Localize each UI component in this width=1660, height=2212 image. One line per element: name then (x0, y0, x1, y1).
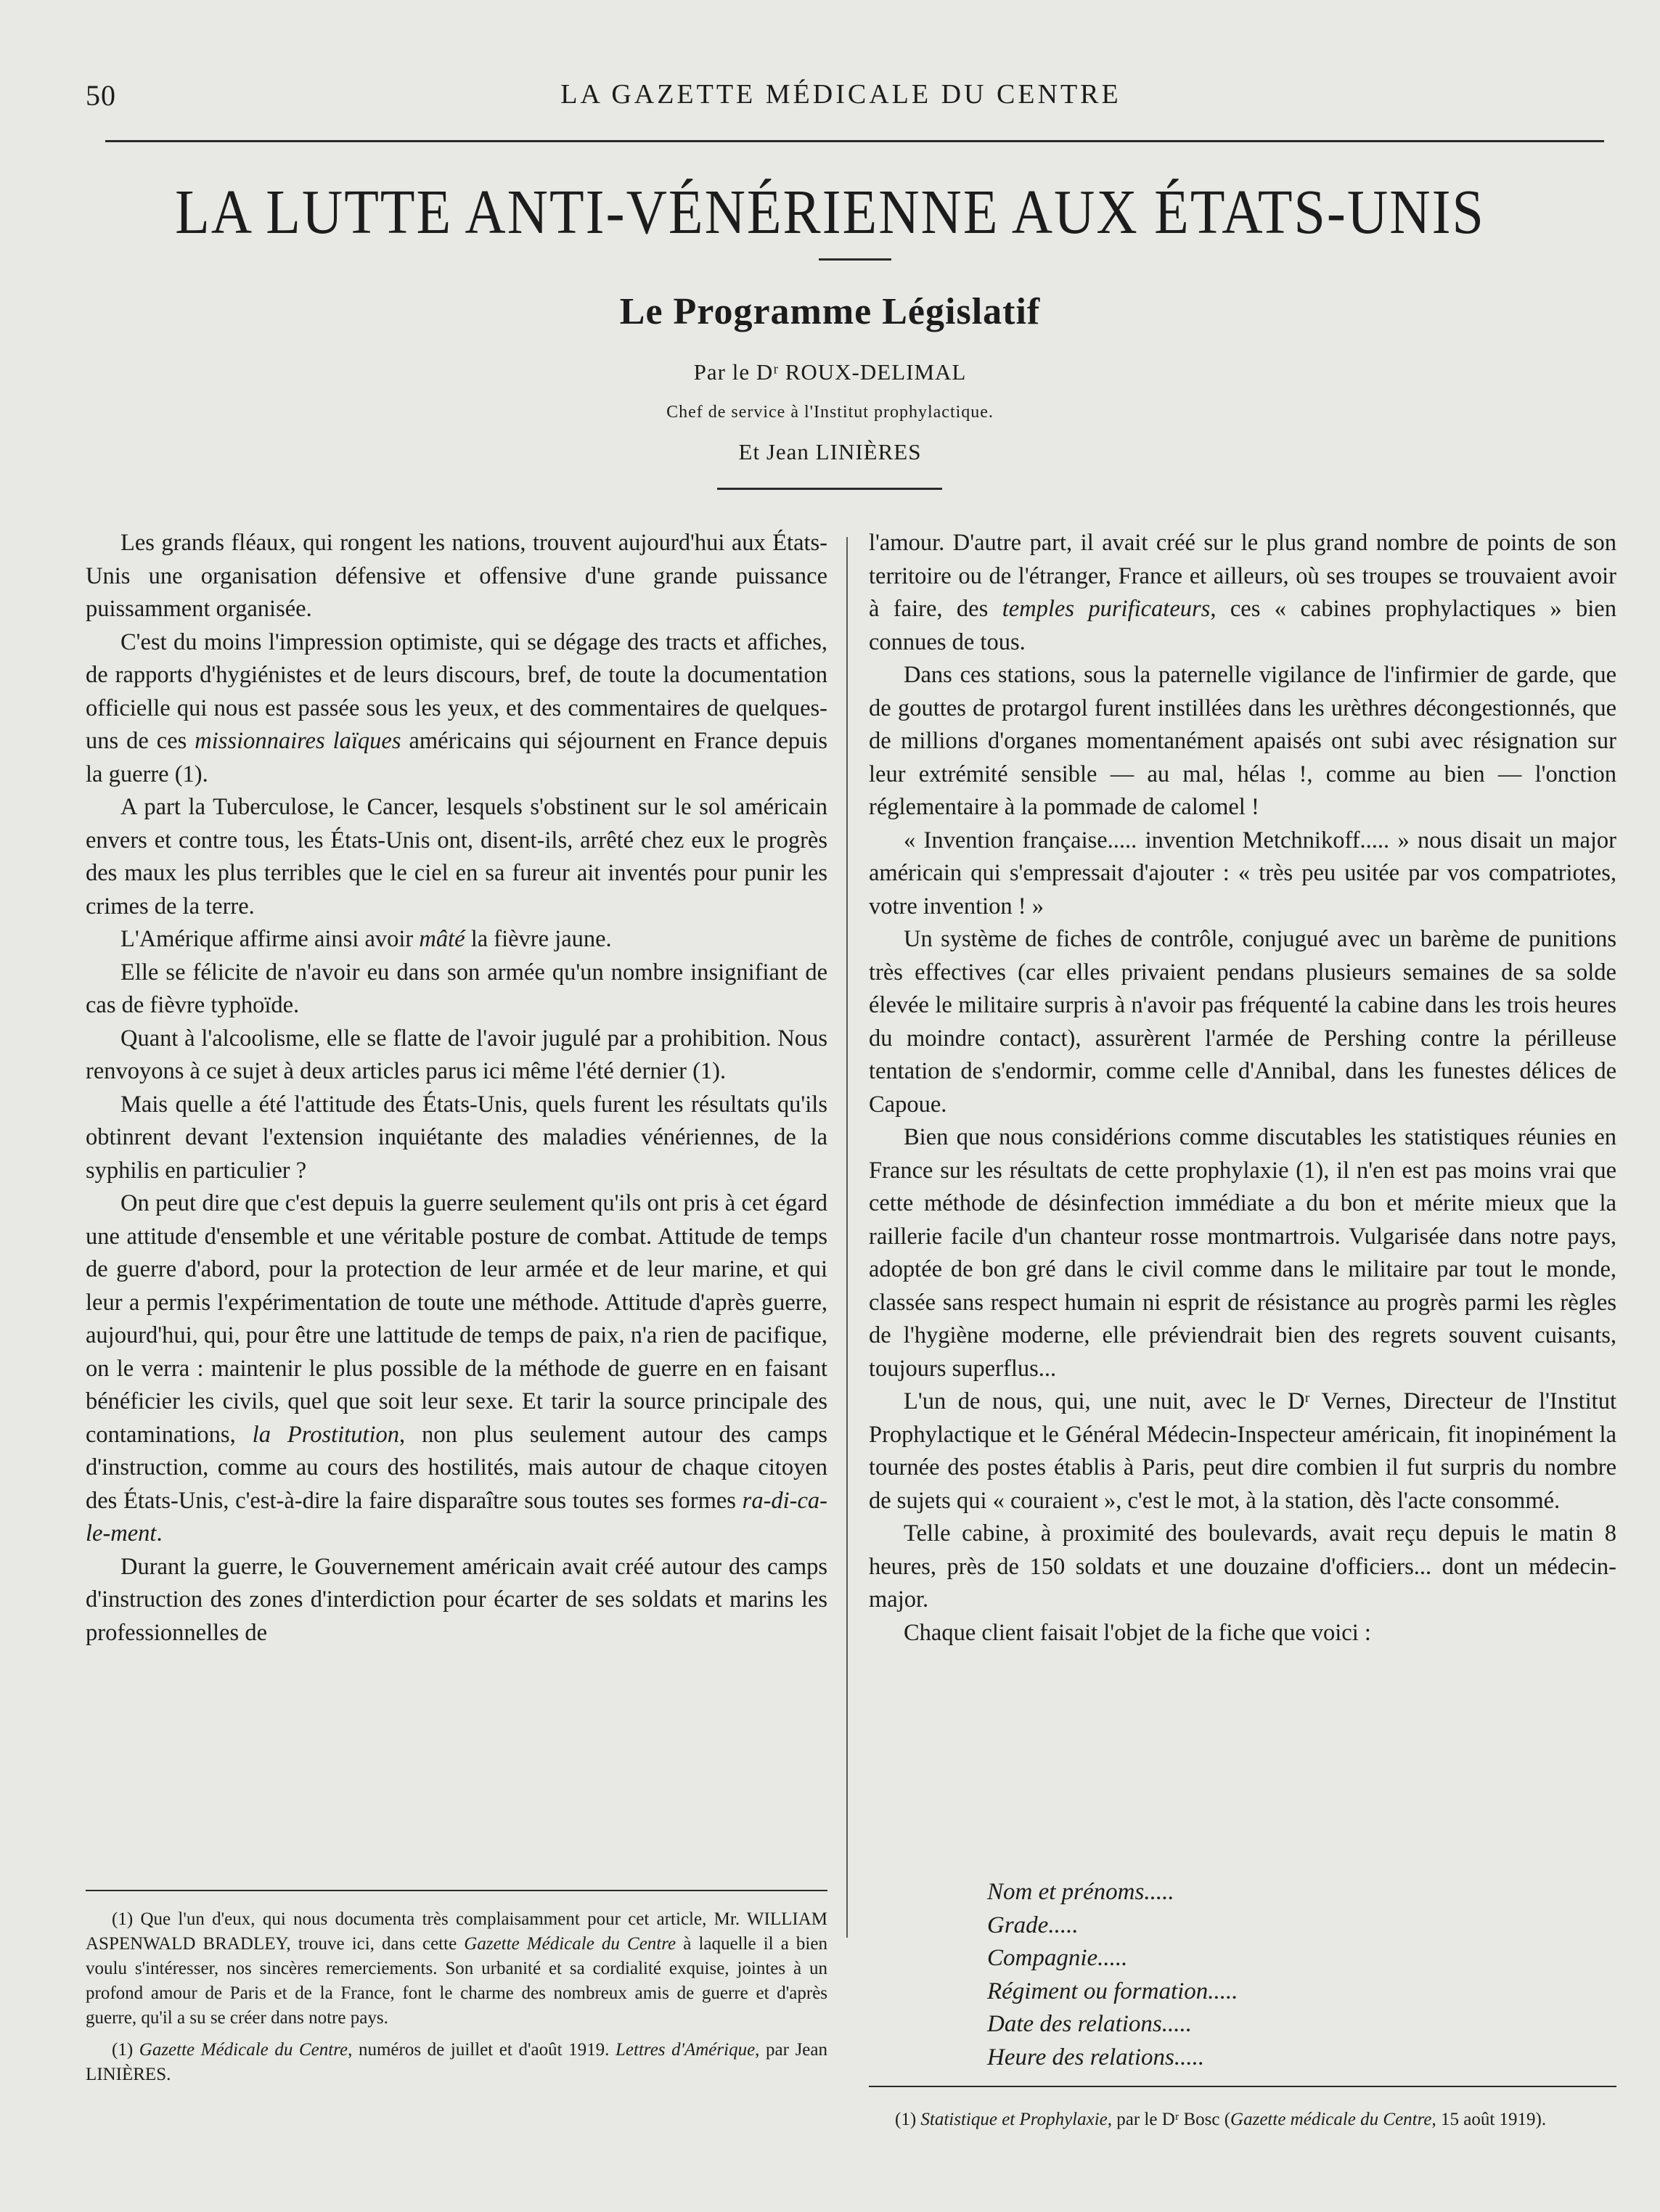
column-separator (846, 537, 848, 1938)
paragraph: C'est du moins l'impression optimiste, qui se dégage des tracts et affiches, de rapports d'hygiénistes et de leurs discours, bref, de toute la documentation officielle qui nous est passée sous les yeux, et des commentaires de quelques-uns de ces missionnaires laïques américains qui séjournent en France depuis la guerre (1). (86, 628, 827, 787)
paragraph: Telle cabine, à proximité des boulevards, avait reçu depuis le matin 8 heures, près de 150 soldats et une douzaine d'officiers... dont un médecin-major. (869, 1520, 1616, 1613)
paragraph: Bien que nous considérions comme discutables les statistiques réunies en France sur les résultats de cette prophylaxie (1), il n'en est pas moins vrai que cette méthode de désinfection immédiate a du bon et mérite mieux que la raillerie facile d'un chanteur rosse montmartrois. Vulgarisée dans notre pays, adoptée de bon gré dans le civil comme dans le militaire par tout le monde, classée sans respect humain ni esprit de résistance au progrès parmi les règles de l'hygiène moderne, elle préviendrait bien des regrets souvent cuisants, toujours superflus... (869, 1124, 1616, 1382)
paragraph: Un système de fiches de contrôle, conjugué avec un barème de punitions très effectives (car elles privaient pendans plusieurs semaines de sa solde élevée le militaire surpris à n'avoir pas fréquenté la cabine dans les trois heures du moindre contact), assurèrent l'armée de Pershing contre la périlleuse tentation de s'endormir, comme celle d'Annibal, dans les funestes délices de Capoue. (869, 926, 1616, 1118)
paragraph: On peut dire que c'est depuis la guerre seulement qu'ils ont pris à cet égard une attitude d'ensemble et une véritable posture de combat. Attitude de temps de guerre d'abord, pour la protection de leur armée et de leur marine, et qui leur a permis l'expérimentation de toute une méthode. Attitude d'après guerre, aujourd'hui, qui, pour être une lattitude de temps de paix, n'a rien de pacifique, on le verra : maintenir le plus possible de la méthode de guerre en en faisant bénéficier les civils, quel que soit leur sexe. Et tarir la source principale des contaminations, la Prostitution, non plus seulement autour des camps d'instruction, comme au cours des hostilités, mais autour de chaque citoyen des États-Unis, c'est-à-dire la faire disparaître sous toutes ses formes ra-di-ca-le-ment. (86, 1190, 827, 1547)
footnotes-right (869, 2107, 1616, 2139)
paragraph: Mais quelle a été l'attitude des États-Unis, quels furent les résultats qu'ils obtinrent devant l'extension inquiétante des maladies vénériennes, de la syphilis en particulier ? (86, 1091, 827, 1184)
left-column (86, 527, 827, 1650)
paragraph: « Invention française..... invention Metchnikoff..... » nous disait un major américain qui s'empressait d'ajouter : « très peu usitée par vos compatriotes, votre invention ! » (869, 827, 1616, 919)
registration-form-fields (987, 1876, 1238, 2074)
form-field-company: Compagnie..... (987, 1945, 1128, 1971)
page-number: 50 (86, 79, 116, 112)
byline-divider (717, 488, 942, 490)
paragraph: Dans ces stations, sous la paternelle vigilance de l'infirmier de garde, que de gouttes de protargol furent instillées dans les urèthres décongestionnés, que de millions d'organes momentanément apaisés ont subi avec résignation sur leur extrémité sensible — au mal, hélas !, comme au bien — l'onction réglementaire à la pommade de calomel ! (869, 662, 1616, 820)
paragraph: Quant à l'alcoolisme, elle se flatte de l'avoir jugulé par a prohibition. Nous renvoyons à ce sujet à deux articles parus ici même l'été dernier (1). (86, 1025, 827, 1084)
author-byline: Par le Dʳ ROUX-DELIMAL (693, 359, 967, 385)
author-role: Chef de service à l'Institut prophylactique. (666, 403, 994, 422)
footnote: (1) Gazette Médicale du Centre, numéros de juillet et d'août 1919. Lettres d'Amérique, par Jean LINIÈRES. (86, 2040, 827, 2084)
footnote: (1) Statistique et Prophylaxie, par le Dʳ Bosc (Gazette médicale du Centre, 15 août 1919). (895, 2110, 1547, 2129)
form-field-hour: Heure des relations..... (987, 2044, 1205, 2070)
paragraph: L'Amérique affirme ainsi avoir mâté la fièvre jaune. (120, 926, 612, 952)
paragraph: Les grands fléaux, qui rongent les nations, trouvent aujourd'hui aux États-Unis une organisation défensive et offensive d'une grande puissance puissamment organisée. (86, 530, 827, 622)
footnote: (1) Que l'un d'eux, qui nous documenta très complaisamment pour cet article, Mr. WILLIAM ASPENWALD BRADLEY, trouve ici, dans cette Gazette Médicale du Centre à laquelle il a bien voulu s'intéresser, nos sincères remerciements. Son urbanité et sa cordialité exquise, jointes à un profond amour de Paris et de la France, font le charme des nombreux amis de guerre et d'après guerre, qu'il a su se créer dans notre pays. (86, 1909, 827, 2028)
paragraph: Chaque client faisait l'objet de la fiche que voici : (904, 1619, 1371, 1646)
running-header (80, 78, 1602, 112)
paragraph: Durant la guerre, le Gouvernement américain avait créé autour des camps d'instruction des zones d'interdiction pour écarter de ses soldats et marins les professionnelles de (86, 1553, 827, 1646)
footnote-rule-right (869, 2086, 1616, 2087)
form-field-date: Date des relations..... (987, 2011, 1192, 2037)
journal-title: LA GAZETTE MÉDICALE DU CENTRE (560, 79, 1121, 110)
paragraph: Elle se félicite de n'avoir eu dans son armée qu'un nombre insignifiant de cas de fièvre typhoïde. (86, 959, 827, 1018)
form-field-name: Nom et prénoms..... (987, 1879, 1174, 1905)
coauthor-byline: Et Jean LINIÈRES (738, 439, 922, 464)
footnote-rule-left (86, 1890, 827, 1891)
paragraph: l'amour. D'autre part, il avait créé sur le plus grand nombre de points de son territoire ou de l'étranger, France et ailleurs, où ses troupes se trouvaient avoir à faire, des temples purificateurs, ces « cabines prophylactiques » bien connues de tous. (869, 530, 1616, 655)
title-divider (819, 258, 891, 261)
paragraph: A part la Tuberculose, le Cancer, lesquels s'obstinent sur le sol américain envers et contre tous, les États-Unis ont, disent-ils, arrêté chez eux le progrès des maux les plus terribles que le ciel en sa fureur ait inventés pour punir les crimes de la terre. (86, 794, 827, 919)
header-rule (105, 140, 1604, 142)
article-subtitle: Le Programme Législatif (619, 291, 1041, 332)
footnotes-left (86, 1907, 827, 2094)
right-column (869, 527, 1616, 1650)
paragraph: L'un de nous, qui, une nuit, avec le Dʳ Vernes, Directeur de l'Institut Prophylactique et le Général Médecin-Inspecteur américain, fit inopinément la tournée des postes établis à Paris, peut dire combien il fut surpris du nombre de sujets qui « couraient », c'est le mot, à la station, dès l'acte consommé. (869, 1388, 1616, 1514)
form-field-grade: Grade..... (987, 1912, 1079, 1938)
form-field-regiment: Régiment ou formation..... (987, 1978, 1238, 2004)
article-title: LA LUTTE ANTI-VÉNÉRIENNE AUX ÉTATS-UNIS (175, 176, 1485, 247)
